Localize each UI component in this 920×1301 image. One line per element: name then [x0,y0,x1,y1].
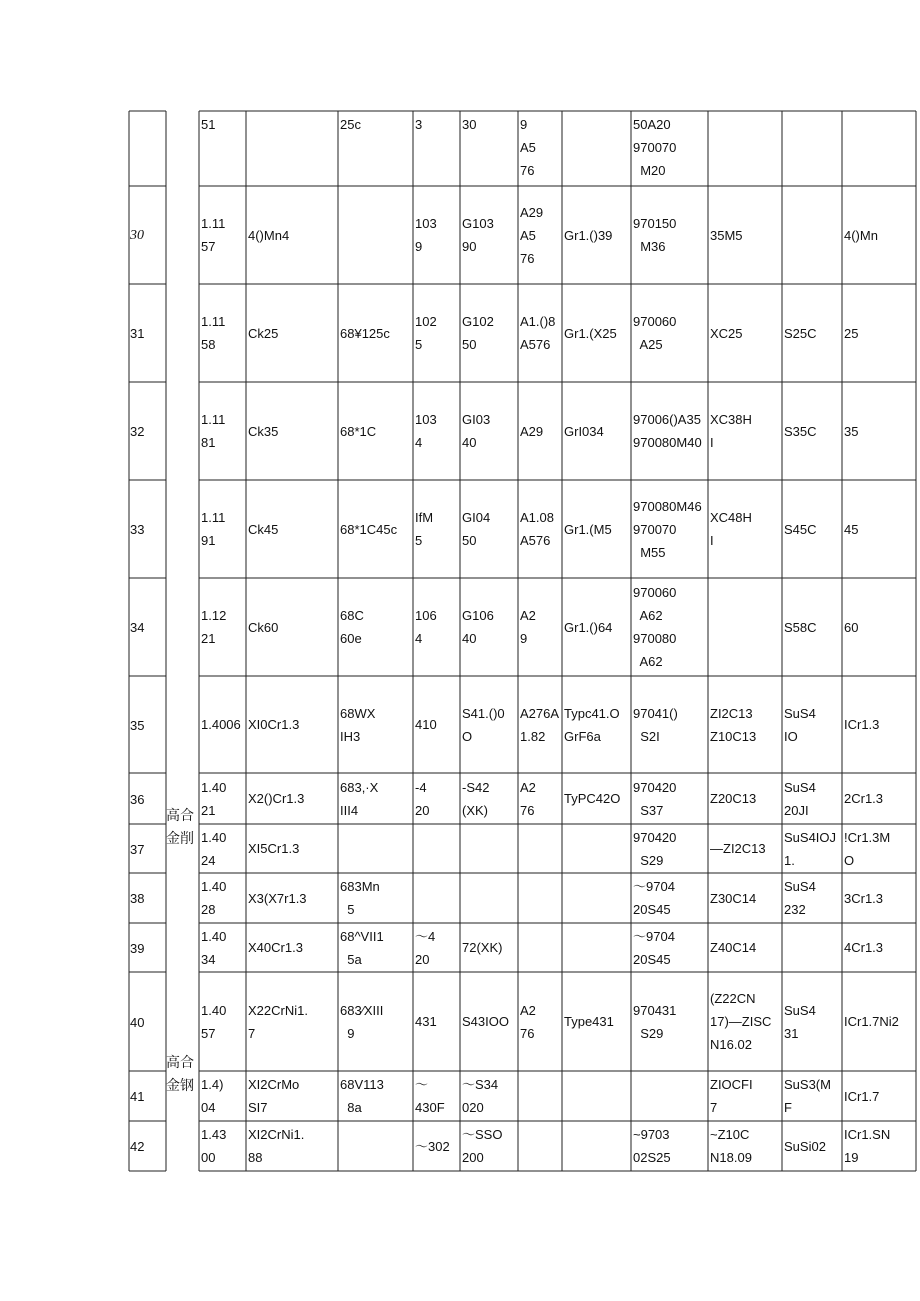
table-cell: Gr1.(X25 [564,326,617,341]
table-cell: 72(XK) [462,940,503,955]
table-cell: Gr1.()64 [564,620,613,635]
table-cell: 410 [415,717,437,732]
table-cell: IfM 5 [415,510,434,548]
table-cell: S41.()0 O [462,706,505,744]
table-cell: 1.11 57 [201,216,226,254]
table-cell: 683,·X III4 [340,780,379,818]
row-number: 30 [130,228,144,243]
table-cell: A2 76 [520,780,536,818]
row-number: 39 [130,941,145,956]
table-cell: ICr1.3 [844,717,880,732]
table-cell: 1.4) 04 [201,1077,224,1115]
table-cell: SuS4IOJ 1. [784,830,837,868]
table-cell: S45C [784,522,817,537]
table-cell: Z40C14 [710,940,757,955]
table-cell: XI0Cr1.3 [248,717,300,732]
table-cell: 30 [462,117,477,132]
table-cell: 68¥125c [340,326,390,341]
table-cell: A29 [520,424,544,439]
table-cell: !Cr1.3M O [844,830,891,868]
table-cell: 3Cr1.3 [844,891,884,906]
table-cell: 1.11 91 [201,510,226,548]
table-cell: 1.12 21 [201,608,227,646]
table-cell: 4Cr1.3 [844,940,884,955]
table-cell: 1.11 58 [201,314,226,352]
table-cell: ～9704 20S45 [633,879,675,917]
table-cell: Z20C13 [710,791,757,806]
table-cell: 50A20 970070 M20 [633,117,677,178]
table-cell: 25c [340,117,361,132]
table-cell: 103 9 [415,216,437,254]
table-cell: Z30C14 [710,891,757,906]
table-cell: 4()Mn [844,228,878,243]
table-cell: G106 40 [462,608,494,646]
table-cell: A29 A5 76 [520,205,544,266]
table-cell: XI5Cr1.3 [248,841,300,856]
table-cell: ～9704 20S45 [633,929,675,967]
table-cell: GrI034 [564,424,604,439]
table-cell: 45 [844,522,859,537]
table-cell: Ck60 [248,620,279,635]
table-cell: 1.40 24 [201,830,227,868]
table-cell: XI2CrMo SI7 [248,1077,300,1115]
table-cell: 683Mn 5 [340,879,380,917]
table-cell: XI2CrNi1. 88 [248,1127,305,1165]
table-cell: 9 A5 76 [520,117,536,178]
table-cell: -S42 (XK) [462,780,490,818]
row-number: 41 [130,1089,145,1104]
table-cell: 970420 S37 [633,780,677,818]
table-cell: 68V113 8a [340,1077,384,1115]
table-cell: S35C [784,424,817,439]
table-cell: S58C [784,620,817,635]
table-cell: TyPC42O [564,791,621,806]
table-cell: G103 90 [462,216,494,254]
table-cell: 970431 S29 [633,1003,677,1041]
table-cell: 3 [415,117,423,132]
table-cell: -4 20 [415,780,430,818]
row-number: 36 [130,792,145,807]
table-cell: X22CrNi1. 7 [248,1003,308,1041]
table-cell: Type431 [564,1014,614,1029]
table-cell: Gr1.(M5 [564,522,612,537]
table-cell: ～302 [415,1139,450,1154]
table-cell: S43IOO [462,1014,509,1029]
row-number: 42 [130,1139,145,1154]
row-number: 33 [130,522,145,537]
table-cell: Ck25 [248,326,279,341]
table-cell: 431 [415,1014,437,1029]
table-cell: 106 4 [415,608,437,646]
table-cell: 68^VII1 5a [340,929,384,967]
table-cell: 970420 S29 [633,830,677,868]
table-cell: XC48H I [710,510,752,548]
table-cell: ～SSO 200 [462,1127,503,1165]
row-number: 34 [130,620,145,635]
table-cell: XC38H I [710,412,752,450]
table-cell: Ck45 [248,522,279,537]
table-cell: Gr1.()39 [564,228,613,243]
table-cell: X40Cr1.3 [248,940,303,955]
table-cell: 68C 60e [340,608,364,646]
category-label: 高合 金削 [166,807,194,846]
table-cell: 4()Mn4 [248,228,290,243]
table-cell: A2 76 [520,1003,536,1041]
table-cell: 1.4006 [201,717,241,732]
table-cell: ～ 430F [415,1077,445,1115]
table-cell: 25 [844,326,859,341]
table-cell: 51 [201,117,216,132]
table-cell: 68*1C [340,424,377,439]
table-cell: A2 9 [520,608,536,646]
table-cell: 97041() S2I [633,706,678,744]
table-cell: —ZI2C13 [710,841,766,856]
table-cell: ZI2C13 Z10C13 [710,706,757,744]
row-number: 37 [130,842,145,857]
table-cell: A276A 1.82 [520,706,560,744]
table-cell: X2()Cr1.3 [248,791,305,806]
table-cell: S25C [784,326,817,341]
table-cell: 102 5 [415,314,437,352]
row-number: 35 [130,718,145,733]
table-cell: (Z22CN 17)—ZISC N16.02 [710,991,772,1052]
table-cell: 35 [844,424,859,439]
table-cell: XC25 [710,326,743,341]
table-cell: 97006()A35 970080M40 [633,412,702,450]
table-cell: SuS3(M F [784,1077,831,1115]
row-number: 40 [130,1015,145,1030]
table-cell: 1.40 34 [201,929,227,967]
table-cell: SuS4 232 [784,879,816,917]
table-cell: 683∕XIII 9 [340,1003,384,1041]
table-cell: 1.40 57 [201,1003,227,1041]
table-cell: GI04 50 [462,510,491,548]
table-cell: ～4 20 [415,929,436,967]
table-cell: 2Cr1.3 [844,791,884,806]
table-cell: 970060 A25 [633,314,677,352]
table-cell: ~Z10C N18.09 [710,1127,752,1165]
table-cell: 68*1C45c [340,522,398,537]
table-cell: SuS4 31 [784,1003,816,1041]
table-cell: 60 [844,620,859,635]
table-cell: X3(X7r1.3 [248,891,307,906]
table-cell: ICr1.7Ni2 [844,1014,899,1029]
table-cell: SuS4 20JI [784,780,816,818]
table-cell: 1.11 81 [201,412,226,450]
table-cell: A1.08 A576 [520,510,554,548]
table-cell: A1.()8 A576 [520,314,556,352]
table-cell: GI03 40 [462,412,491,450]
row-number: 31 [130,326,145,341]
table-cell: Ck35 [248,424,279,439]
table-cell: ICr1.SN 19 [844,1127,891,1165]
table-cell: 1.43 00 [201,1127,227,1165]
table-cell: 970080M46 970070 M55 [633,499,702,560]
table-cell: ～S34 020 [462,1077,499,1115]
table-cell: 970150 M36 [633,216,677,254]
table-cell: SuS4 IO [784,706,816,744]
row-number: 38 [130,891,145,906]
category-label: 高合 金钢 [166,1054,194,1093]
table-cell: Typc41.O GrF6a [564,706,620,744]
table-cell: ZIOCFI 7 [710,1077,753,1115]
table-cell: ICr1.7 [844,1089,880,1104]
table-cell: G102 50 [462,314,494,352]
table-cell: ~9703 02S25 [633,1127,671,1165]
table-cell: 1.40 28 [201,879,227,917]
table-cell: SuSi02 [784,1139,826,1154]
table-cell: 103 4 [415,412,437,450]
table-cell: 1.40 21 [201,780,227,818]
table-cell: 68WX IH3 [340,706,376,744]
table-cell: 970060 A62 970080 A62 [633,585,677,669]
row-number: 32 [130,424,145,439]
table-cell: 35M5 [710,228,743,243]
